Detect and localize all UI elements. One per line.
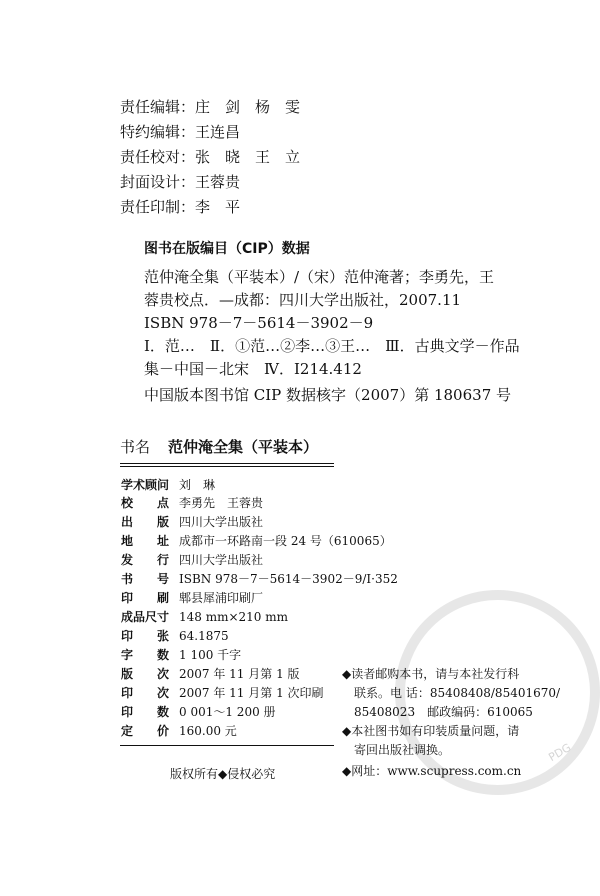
editor-label: 封面设计： xyxy=(120,173,196,191)
pub-label: 校 点 xyxy=(121,496,170,510)
pub-value: 2007 年 11 月第 1 版 xyxy=(179,667,300,681)
pub-row xyxy=(121,608,288,625)
note-line: ◆读者邮购本书，请与本社发行科 xyxy=(342,667,520,681)
pub-value: 刘 琳 xyxy=(179,478,216,492)
pub-label: 印 张 xyxy=(121,629,170,643)
editor-line xyxy=(120,171,240,192)
pub-label: 版 次 xyxy=(121,667,170,681)
pub-value: 四川大学出版社 xyxy=(179,515,264,529)
pub-row xyxy=(121,722,237,739)
pub-label: 印 次 xyxy=(121,686,170,700)
editor-label: 特约编辑： xyxy=(120,123,196,141)
editor-value: 庄 剑 杨 雯 xyxy=(195,98,301,116)
editor-line xyxy=(120,196,240,217)
note-line: 寄回出版社调换。 xyxy=(354,743,451,757)
pub-row xyxy=(121,646,241,663)
editor-value: 王连昌 xyxy=(195,123,241,141)
pub-row xyxy=(121,494,263,511)
note-line: 85408023 邮政编码：610065 xyxy=(354,705,533,719)
pub-value: 李勇先 王蓉贵 xyxy=(179,496,264,510)
cip-line: Ⅰ．范… Ⅱ．①范…②李…③王… Ⅲ．古典文学－作品 xyxy=(144,337,520,355)
pub-row xyxy=(121,570,398,587)
pub-row xyxy=(121,589,263,606)
editor-value: 王蓉贵 xyxy=(195,173,241,191)
pub-label: 印 刷 xyxy=(121,591,170,605)
editor-value: 张 晓 王 立 xyxy=(195,148,301,166)
pub-value: 1 100 千字 xyxy=(179,648,242,662)
cip-line: 范仲淹全集（平装本）/（宋）范仲淹著；李勇先，王 xyxy=(144,268,495,286)
pub-row xyxy=(121,476,215,493)
pub-label: 发 行 xyxy=(121,553,170,567)
cip-line: 集－中国－北宋 Ⅳ．I214.412 xyxy=(144,360,362,378)
pub-label: 学术顾问 xyxy=(121,478,170,492)
editor-label: 责任编辑： xyxy=(120,98,196,116)
title-rule-bottom xyxy=(120,466,334,467)
pub-row xyxy=(121,513,263,530)
editor-label: 责任印制： xyxy=(120,198,196,216)
pub-label: 成品尺寸 xyxy=(121,610,170,624)
pub-row xyxy=(121,703,276,720)
pub-row xyxy=(121,665,300,682)
pub-label: 印 数 xyxy=(121,705,170,719)
editor-label: 责任校对： xyxy=(120,148,196,166)
pub-value: 郫县犀浦印刷厂 xyxy=(179,591,264,605)
pub-value: 成都市一环路南一段 24 号（610065） xyxy=(179,534,392,548)
cip-title: 图书在版编目（CIP）数据 xyxy=(144,241,310,257)
note-line: 联系。电 话：85408408/85401670/ xyxy=(354,686,561,700)
pub-label: 书 号 xyxy=(121,572,170,586)
note-line: ◆本社图书如有印装质量问题，请 xyxy=(342,724,520,738)
pub-label: 出 版 xyxy=(121,515,170,529)
cip-line: 中国版本图书馆 CIP 数据核字（2007）第 180637 号 xyxy=(144,386,512,404)
editor-line xyxy=(120,96,300,117)
cip-line: ISBN 978－7－5614－3902－9 xyxy=(144,314,374,332)
title-rule-top xyxy=(120,463,334,464)
pub-row xyxy=(121,551,263,568)
pub-row xyxy=(121,532,392,549)
cip-line: 蓉贵校点．—成都：四川大学出版社，2007.11 xyxy=(144,291,462,309)
info-rule xyxy=(120,745,334,746)
pub-row xyxy=(121,627,229,644)
editor-value: 李 平 xyxy=(195,198,241,216)
pub-label: 字 数 xyxy=(121,648,170,662)
copyright-footer: 版权所有◆侵权必究 xyxy=(170,767,276,781)
pub-label: 定 价 xyxy=(121,724,170,738)
pub-value: ISBN 978－7－5614－3902－9/I·352 xyxy=(179,572,398,586)
editor-line xyxy=(120,121,240,142)
editor-line xyxy=(120,146,300,167)
book-title: 范仲淹全集（平装本） xyxy=(168,438,319,456)
pub-value: 四川大学出版社 xyxy=(179,553,264,567)
pub-label: 地 址 xyxy=(121,534,170,548)
pub-row xyxy=(121,684,324,701)
pub-value: 148 mm×210 mm xyxy=(179,610,289,624)
pub-value: 64.1875 xyxy=(179,629,229,643)
note-line: ◆网址：www.scupress.com.cn xyxy=(342,764,522,778)
watermark-text: PDG xyxy=(546,740,574,765)
pub-value: 0 001～1 200 册 xyxy=(179,705,276,719)
pub-value: 2007 年 11 月第 1 次印刷 xyxy=(179,686,324,700)
book-title-row xyxy=(120,436,318,457)
book-label: 书名 xyxy=(120,438,151,456)
pub-value: 160.00 元 xyxy=(179,724,237,738)
